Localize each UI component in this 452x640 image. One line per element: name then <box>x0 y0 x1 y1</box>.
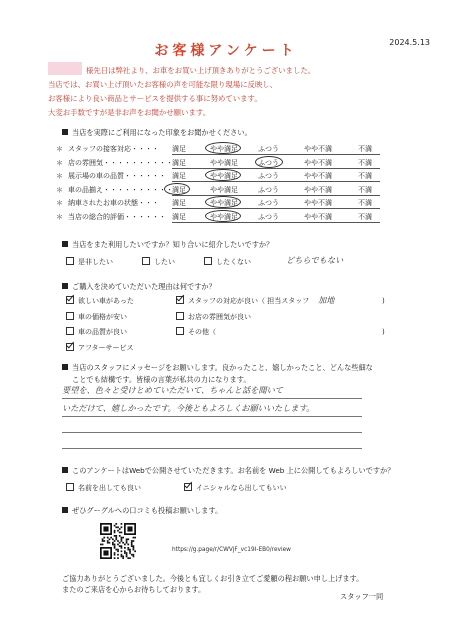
checkbox[interactable] <box>66 312 74 320</box>
closing-line: またのご来店を心からお待ちしております。 <box>62 585 206 594</box>
rating-option[interactable]: 不満 <box>358 212 372 221</box>
q3-title <box>62 282 216 292</box>
row-underline <box>172 195 380 196</box>
writing-line <box>62 416 362 417</box>
checkbox[interactable] <box>66 483 74 491</box>
checkbox[interactable] <box>176 312 184 320</box>
rating-row-label: 車の品揃え・・・・・・・・・・ <box>68 185 173 194</box>
q1-title <box>62 128 252 138</box>
rating-option[interactable]: やや不満 <box>304 199 332 208</box>
bullet-square-icon <box>62 241 68 247</box>
survey-date: 2024.5.13 <box>389 38 430 47</box>
rating-option[interactable]: ふつう <box>258 212 279 221</box>
intro-line: 大変お手数ですが是非お声をお聞かせ願います。 <box>48 108 211 117</box>
option-label: アフターサービス <box>78 343 134 352</box>
close-paren: ) <box>382 328 385 336</box>
rating-option[interactable]: やや満足 <box>210 172 238 181</box>
intro-line: 様先日は弊社より、お車をお買い上げ頂きありがとうございました。 <box>86 66 316 75</box>
rating-option[interactable]: やや満足 <box>210 212 238 221</box>
asterisk-icon: ＊ <box>56 158 63 167</box>
option-label: 欲しい車があった <box>78 297 134 305</box>
row-underline <box>172 168 380 169</box>
rating-option[interactable]: やや不満 <box>304 172 332 181</box>
q2-option[interactable] <box>66 257 113 267</box>
option-label: お店の雰囲気が良い <box>188 312 251 321</box>
rating-option[interactable]: やや満足 <box>210 199 238 208</box>
option-label: スタッフの対応が良い（ 担当スタッフ <box>188 297 310 305</box>
q2-option[interactable] <box>204 257 251 267</box>
rating-option[interactable]: やや不満 <box>304 158 332 167</box>
page-title: お客様アンケート <box>154 43 298 59</box>
q6-title <box>62 506 222 516</box>
option-label: 車の価格が安い <box>78 312 127 321</box>
checkbox[interactable] <box>176 327 184 335</box>
checkbox[interactable] <box>66 327 74 335</box>
rating-row-label: 展示場の車の品質・・・・・・ <box>68 172 166 181</box>
q3-option[interactable] <box>176 327 216 337</box>
bullet-square-icon <box>62 364 68 370</box>
bullet-square-icon <box>62 507 68 513</box>
q3-option[interactable] <box>176 312 251 322</box>
q1-title-text: 当店を実際にご利用になった印象をお聞かせください。 <box>72 128 252 137</box>
rating-option[interactable]: ふつう <box>258 158 279 167</box>
option-label: イニシャルなら出してもいい <box>196 484 287 492</box>
q3-option[interactable] <box>176 296 309 306</box>
rating-option[interactable]: やや不満 <box>304 212 332 221</box>
row-underline <box>172 154 380 155</box>
q4-handwritten-line: 要望を、色々と受けとめていただいて、ちゃんと話を聞いて <box>62 385 283 395</box>
writing-line <box>62 398 362 399</box>
option-label: その他（ <box>188 328 216 336</box>
selection-circle <box>205 142 241 154</box>
q5-option[interactable] <box>66 483 141 493</box>
option-label: 車の品質が良い <box>78 328 127 336</box>
q4-title-text: 当店のスタッフにメッセージをお願いします。良かったこと、嬉しかったこと、どんな些細な <box>72 363 373 372</box>
option-label: 是非したい <box>78 258 113 266</box>
q2-title-text: 当店をまた利用したいですか？知り合いに紹介したいですか？ <box>72 240 274 249</box>
row-underline <box>172 181 380 182</box>
bullet-square-icon <box>62 283 68 289</box>
rating-option[interactable]: 満足 <box>172 145 186 153</box>
q3-title-text: ご購入を決めていただいた理由は何ですか？ <box>72 282 216 291</box>
selection-circle <box>164 183 190 195</box>
intro-line: お客様により良い商品とサービスを提供する事に努めています。 <box>48 94 262 103</box>
checkbox[interactable] <box>66 296 74 304</box>
q5-option[interactable] <box>184 483 287 493</box>
intro-text <box>48 64 315 120</box>
rating-option[interactable]: 不満 <box>358 145 372 153</box>
rating-option[interactable]: 不満 <box>358 158 372 167</box>
rating-option[interactable]: やや満足 <box>210 158 238 167</box>
checkbox[interactable] <box>142 257 150 265</box>
q5-title <box>62 466 394 476</box>
rating-option[interactable]: 満足 <box>172 172 186 181</box>
rating-option[interactable]: 満足 <box>172 158 186 167</box>
q4-title <box>62 362 373 386</box>
rating-option[interactable]: ふつう <box>258 185 279 194</box>
q4-handwritten-line: いただけて、嬉しかったです。今後ともよろしくお願いいたします。 <box>62 403 315 413</box>
q3-option[interactable] <box>66 327 127 337</box>
selection-circle <box>205 210 241 222</box>
closing-line: ご協力ありがとうございました。今後とも宜しくお引き立てご愛顧の程お願い申し上げます。 <box>62 574 364 583</box>
q4-title-text: ことでも結構です。皆様の言葉が私共の力になります。 <box>72 375 251 384</box>
q6-title-text: ぜひグーグルへの口コミも投稿お願いします。 <box>72 506 223 515</box>
staff-name: 加地 <box>318 295 335 305</box>
asterisk-icon: ＊ <box>56 185 63 194</box>
rating-option[interactable]: 不満 <box>358 199 372 208</box>
rating-option[interactable]: やや不満 <box>304 185 332 194</box>
rating-option[interactable]: ふつう <box>258 172 279 181</box>
asterisk-icon: ＊ <box>56 145 63 153</box>
asterisk-icon: ＊ <box>56 199 63 208</box>
writing-line <box>62 448 362 449</box>
rating-option[interactable]: 満足 <box>172 212 186 221</box>
option-label: したくない <box>216 258 251 266</box>
q5-title-text: このアンケートはWebで公開させていただきます。お名前を Web 上に公開してもよろしいですか？ <box>72 466 395 475</box>
signature: スタッフ一同 <box>340 592 384 601</box>
checkbox[interactable] <box>66 343 74 351</box>
close-paren: ) <box>382 297 385 305</box>
rating-row-label: 当店の総合的評価・・・・・・ <box>68 212 166 221</box>
rating-option[interactable]: やや満足 <box>210 185 238 194</box>
rating-option[interactable]: ふつう <box>258 145 279 153</box>
rating-option[interactable]: ふつう <box>258 199 279 208</box>
row-underline <box>172 208 380 209</box>
q2-title <box>62 240 273 250</box>
rating-option[interactable]: やや不満 <box>304 145 332 153</box>
checkbox[interactable] <box>176 296 184 304</box>
asterisk-icon: ＊ <box>56 172 63 181</box>
writing-line <box>62 432 362 433</box>
bullet-square-icon <box>62 467 68 473</box>
closing-message <box>62 573 363 595</box>
qr-code[interactable] <box>100 523 136 559</box>
rating-option[interactable]: 満足 <box>172 199 186 208</box>
checkbox[interactable] <box>184 483 192 491</box>
rating-row-label: スタッフの接客対応・・・・ <box>68 145 159 153</box>
asterisk-icon: ＊ <box>56 212 63 221</box>
intro-line: 当店では、お買い上げ頂いたお客様の声を可能な限り現場に反映し、 <box>48 80 278 89</box>
rating-option[interactable]: 満足 <box>172 185 186 194</box>
q2-handwritten-answer: どちらでもない <box>286 255 344 265</box>
checkbox[interactable] <box>66 257 74 265</box>
bullet-square-icon <box>62 129 68 135</box>
rating-row-label: 納車されたお車の状態・・・ <box>68 199 159 208</box>
checkbox[interactable] <box>204 257 212 265</box>
q2-option[interactable] <box>142 257 175 267</box>
review-url[interactable]: https://g.page/r/CWVjF_vc19I-EB0/review <box>172 547 291 553</box>
rating-option[interactable]: やや満足 <box>210 145 238 153</box>
option-label: したい <box>154 258 175 266</box>
rating-option[interactable]: 不満 <box>358 172 372 181</box>
selection-circle <box>255 156 283 168</box>
q3-option[interactable] <box>66 296 134 306</box>
rating-row-label: 店の雰囲気・・・・・・・・・・ <box>68 158 173 167</box>
q3-option[interactable] <box>66 312 127 322</box>
option-label: 名前を出しても良い <box>78 484 141 492</box>
row-underline <box>172 222 380 223</box>
q3-option[interactable] <box>66 343 134 353</box>
rating-option[interactable]: 不満 <box>358 185 372 194</box>
